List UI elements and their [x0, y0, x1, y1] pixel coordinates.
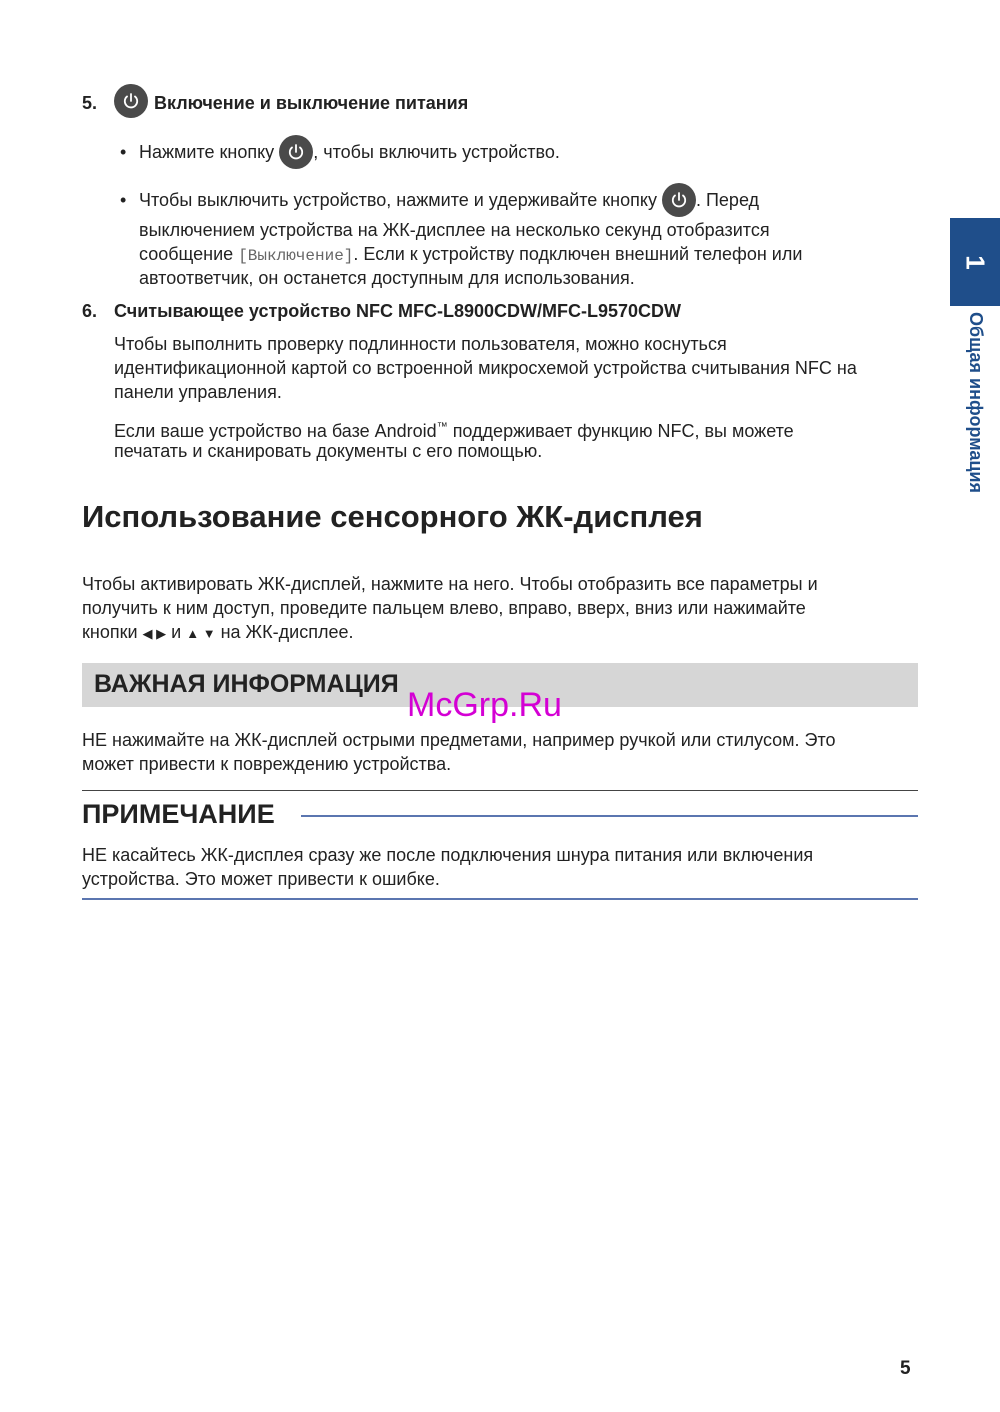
power-icon [662, 183, 696, 217]
item-6-para-1-line-3: панели управления. [114, 382, 282, 402]
note-line-2: устройства. Это может привести к ошибке. [82, 869, 440, 889]
item-5-bullet-2-line-1: Чтобы выключить устройство, нажмите и удерживайте кнопку . Перед [139, 188, 759, 213]
section-line-1: Чтобы активировать ЖК-дисплей, нажмите на него. Чтобы отобразить все параметры и [82, 574, 818, 594]
item-5-bullet-1: Нажмите кнопку , чтобы включить устройство. [139, 140, 560, 165]
item-5-title: Включение и выключение питания [154, 93, 469, 113]
item-6-para-2-line-1: Если ваше устройство на базе Android™ поддерживает функцию NFC, вы можете [114, 421, 794, 441]
section-title: Использование сенсорного ЖК-дисплея [82, 499, 703, 534]
bullet: • [120, 190, 127, 210]
left-right-arrows-icon: ◀ ▶ [142, 626, 167, 641]
power-icon [114, 84, 148, 118]
important-title: ВАЖНАЯ ИНФОРМАЦИЯ [94, 670, 399, 698]
item-5-bullet-2-line-3: сообщение [Выключение]. Если к устройству подключен внешний телефон или [139, 244, 803, 265]
note-divider-bottom [82, 898, 918, 900]
important-line-1: НЕ нажимайте на ЖК-дисплей острыми предметами, например ручкой или стилусом. Это [82, 730, 836, 750]
chapter-tab [950, 218, 1000, 306]
chapter-label: Общая информация [966, 312, 986, 493]
item-5-bullet-2-line-4: автоответчик, он останется доступным для использования. [139, 268, 635, 288]
note-divider [301, 815, 918, 817]
note-line-1: НЕ касайтесь ЖК-дисплея сразу же после подключения шнура питания или включения [82, 845, 814, 865]
page-number: 5 [900, 1358, 911, 1379]
watermark: McGrp.Ru [407, 686, 562, 724]
power-icon [279, 135, 313, 169]
item-6-title: Считывающее устройство NFC MFC-L8900CDW/MFC-L9570CDW [114, 301, 681, 321]
note-title: ПРИМЕЧАНИЕ [82, 799, 275, 829]
important-line-2: может привести к повреждению устройства. [82, 754, 452, 774]
lcd-message: [Выключение] [238, 247, 354, 265]
section-line-3: кнопки ◀ ▶ и ▲ ▼ на ЖК-дисплее. [82, 622, 354, 642]
item-6-para-1-line-1: Чтобы выполнить проверку подлинности пользователя, можно коснуться [114, 334, 727, 354]
up-down-arrows-icon: ▲ ▼ [186, 626, 216, 641]
bullet: • [120, 142, 127, 162]
chapter-number: 1 [960, 254, 991, 270]
item-6-para-2-line-2: печатать и сканировать документы с его помощью. [114, 441, 543, 461]
item-5-bullet-2-line-2: выключением устройства на ЖК-дисплее на несколько секунд отобразится [139, 220, 770, 240]
note-divider-top [82, 790, 918, 791]
section-line-2: получить к ним доступ, проведите пальцем влево, вправо, вверх, вниз или нажимайте [82, 598, 806, 618]
item-5-number: 5. [82, 93, 98, 113]
item-6-para-1-line-2: идентификационной картой со встроенной микросхемой устройства считывания NFC на [114, 358, 857, 378]
item-6-number: 6. [82, 301, 98, 321]
